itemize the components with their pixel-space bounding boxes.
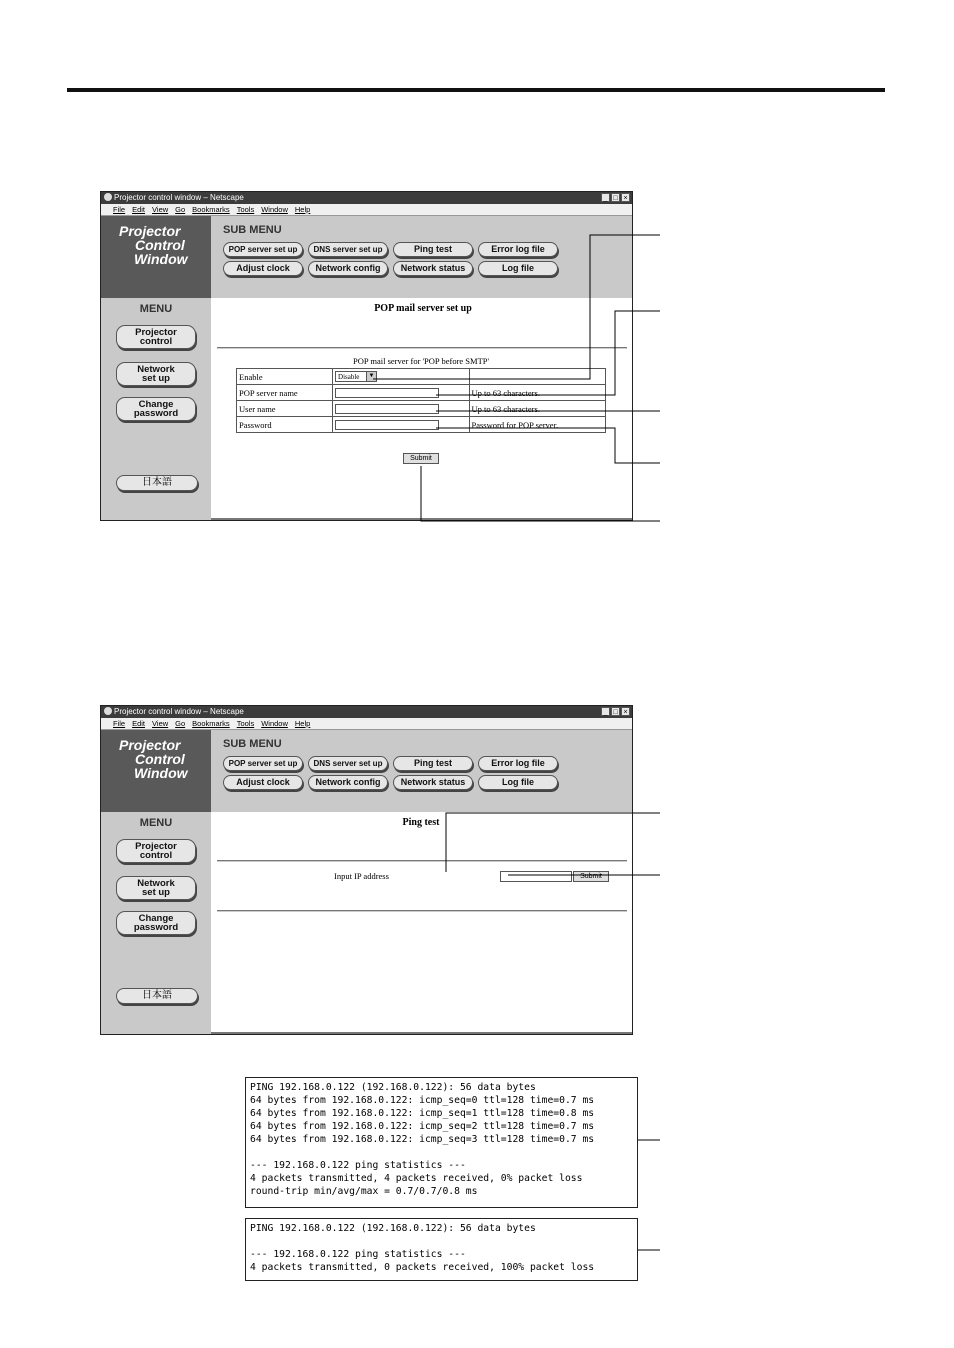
callout-enable xyxy=(373,235,660,379)
dns-server-setup-button[interactable]: DNS server set up xyxy=(308,242,388,257)
callout-submit xyxy=(421,466,660,521)
menu-help[interactable]: Help xyxy=(294,719,311,728)
page-title: POP mail server set up xyxy=(374,303,472,314)
network-status-button[interactable]: Network status xyxy=(393,261,473,276)
output-line: PING 192.168.0.122 (192.168.0.122): 56 data bytes xyxy=(250,1223,536,1234)
submit-button[interactable]: Submit xyxy=(403,453,439,464)
submenu-title: SUB MENU xyxy=(223,738,282,750)
callout-ip-input xyxy=(446,813,660,872)
submenu-title: SUB MENU xyxy=(223,224,282,236)
pop-server-setup-button[interactable]: POP server set up xyxy=(223,756,303,771)
menu-file[interactable]: File xyxy=(113,205,126,214)
adjust-clock-button[interactable]: Adjust clock xyxy=(223,775,303,790)
maximize-button[interactable]: □ xyxy=(611,707,620,716)
logo-line-3: Window xyxy=(134,251,188,267)
menu-window[interactable]: Window xyxy=(261,719,288,728)
password-hint: Password for POP server. xyxy=(469,417,606,433)
menu-edit[interactable]: Edit xyxy=(132,719,146,728)
output-line: --- 192.168.0.122 ping statistics --- xyxy=(250,1160,466,1171)
menu-view[interactable]: View xyxy=(152,719,169,728)
error-log-file-button[interactable]: Error log file xyxy=(478,756,558,771)
menu-tools[interactable]: Tools xyxy=(236,719,255,728)
log-file-button[interactable]: Log file xyxy=(478,261,558,276)
output-line: 64 bytes from 192.168.0.122: icmp_seq=0 ttl=128 time=0.7 ms xyxy=(250,1095,595,1106)
callout-password xyxy=(436,428,660,463)
logo-line-1: Projector xyxy=(119,737,181,753)
change-password-label-2: password xyxy=(133,922,179,933)
user-name-hint: Up to 63 characters. xyxy=(469,401,606,417)
log-file-button[interactable]: Log file xyxy=(478,775,558,790)
dns-server-setup-button[interactable]: DNS server set up xyxy=(308,756,388,771)
pop-server-name-label: POP server name xyxy=(237,385,333,401)
logo-line-2: Control xyxy=(135,237,185,253)
output-line: 4 packets transmitted, 0 packets received, 100% packet loss xyxy=(250,1262,595,1273)
ping-test-button[interactable]: Ping test xyxy=(393,242,473,257)
output-line: round-trip min/avg/max = 0.7/0.7/0.8 ms xyxy=(250,1186,478,1197)
minimize-button[interactable]: _ xyxy=(601,707,610,716)
logo-line-3: Window xyxy=(134,765,188,781)
callout-server-name xyxy=(436,311,660,395)
menu-go[interactable]: Go xyxy=(175,719,186,728)
enable-select-value: Disable xyxy=(338,373,360,382)
dropdown-arrow-icon: ▼ xyxy=(366,372,376,381)
output-line: 64 bytes from 192.168.0.122: icmp_seq=1 ttl=128 time=0.8 ms xyxy=(250,1108,595,1119)
adjust-clock-button[interactable]: Adjust clock xyxy=(223,261,303,276)
menu-bookmarks[interactable]: Bookmarks xyxy=(192,205,230,214)
password-label: Password xyxy=(237,417,333,433)
menu-file[interactable]: File xyxy=(113,719,126,728)
error-log-file-button[interactable]: Error log file xyxy=(478,242,558,257)
network-setup-label-1: Network xyxy=(137,878,175,889)
pop-caption: POP mail server for 'POP before SMTP' xyxy=(352,356,490,366)
minimize-button[interactable]: _ xyxy=(601,193,610,202)
output-line: 64 bytes from 192.168.0.122: icmp_seq=2 ttl=128 time=0.7 ms xyxy=(250,1121,595,1132)
projector-control-label-2: control xyxy=(139,336,173,347)
menu-window[interactable]: Window xyxy=(261,205,288,214)
pop-server-setup-button[interactable]: POP server set up xyxy=(223,242,303,257)
pop-server-name-hint: Up to 63 characters. xyxy=(469,385,606,401)
network-config-button[interactable]: Network config xyxy=(308,261,388,276)
ip-address-label: Input IP address xyxy=(334,871,389,881)
menu-view[interactable]: View xyxy=(152,205,169,214)
menu-title: MENU xyxy=(139,303,173,315)
projector-control-label-1: Projector xyxy=(135,841,177,852)
projector-control-label-2: control xyxy=(139,850,173,861)
projector-control-label-1: Projector xyxy=(135,327,177,338)
ping-test-button[interactable]: Ping test xyxy=(393,756,473,771)
network-setup-label-2: set up xyxy=(142,373,170,384)
close-button[interactable]: × xyxy=(621,193,630,202)
menu-title: MENU xyxy=(139,817,173,829)
window-title: Projector control window – Netscape xyxy=(114,193,244,202)
network-status-button[interactable]: Network status xyxy=(393,775,473,790)
network-setup-label-1: Network xyxy=(137,364,175,375)
menu-bookmarks[interactable]: Bookmarks xyxy=(192,719,230,728)
japanese-language-button[interactable]: 日本語 xyxy=(116,988,198,1004)
user-name-label: User name xyxy=(237,401,333,417)
output-line: PING 192.168.0.122 (192.168.0.122): 56 data bytes xyxy=(250,1082,536,1093)
window-title: Projector control window – Netscape xyxy=(114,707,244,716)
network-config-button[interactable]: Network config xyxy=(308,775,388,790)
logo-line-1: Projector xyxy=(119,223,181,239)
menu-go[interactable]: Go xyxy=(175,205,186,214)
output-line: --- 192.168.0.122 ping statistics --- xyxy=(250,1249,466,1260)
menu-help[interactable]: Help xyxy=(294,205,311,214)
japanese-language-button[interactable]: 日本語 xyxy=(116,475,198,491)
menu-edit[interactable]: Edit xyxy=(132,205,146,214)
change-password-label-1: Change xyxy=(138,399,174,410)
change-password-label-1: Change xyxy=(138,913,174,924)
network-setup-label-2: set up xyxy=(142,887,170,898)
change-password-label-2: password xyxy=(133,408,179,419)
maximize-button[interactable]: □ xyxy=(611,193,620,202)
output-line: 4 packets transmitted, 4 packets received, 0% packet loss xyxy=(250,1173,583,1184)
page-title: Ping test xyxy=(402,817,440,828)
submit-button[interactable]: Submit xyxy=(573,871,609,882)
close-button[interactable]: × xyxy=(621,707,630,716)
menu-tools[interactable]: Tools xyxy=(236,205,255,214)
enable-label: Enable xyxy=(237,369,333,385)
logo-line-2: Control xyxy=(135,751,185,767)
output-line: 64 bytes from 192.168.0.122: icmp_seq=3 ttl=128 time=0.7 ms xyxy=(250,1134,595,1145)
